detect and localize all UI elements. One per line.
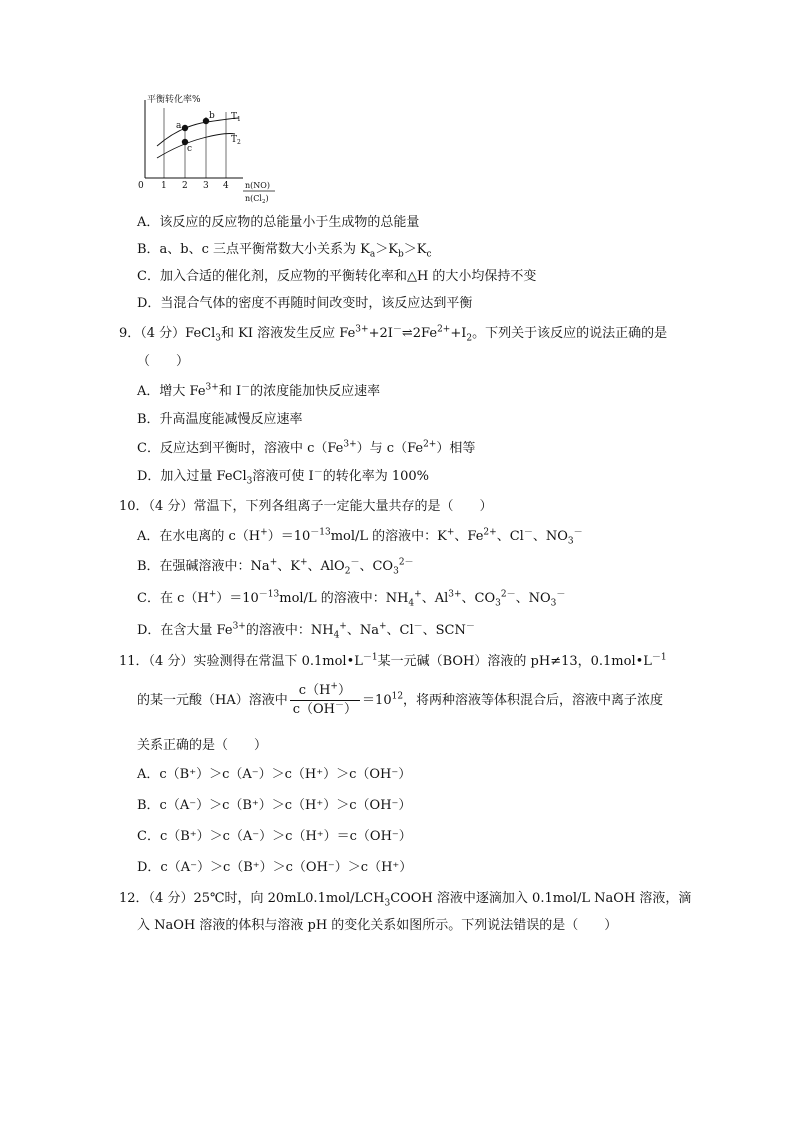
curve-label-t1: $T_1$ — [231, 112, 241, 123]
q9-option-d: D．加入过量 FeCl$_3$溶液可使 I－的转化率为 100% — [137, 467, 430, 487]
q11-option-b: B．c（A⁻）＞c（B⁺）＞c（H⁺）＞c（OH⁻） — [137, 798, 412, 813]
q9-option-b: B．升高温度能减慢反应速率 — [137, 412, 303, 427]
q11-option-a: A．c（B⁺）＞c（A⁻）＞c（H⁺）＞c（OH⁻） — [137, 767, 412, 782]
chart-ylabel: 平衡转化率% — [147, 95, 201, 105]
q8-option-c: C．加入合适的催化剂，反应物的平衡转化率和△H 的大小均保持不变 — [137, 269, 537, 284]
q10-option-d: D．在含大量 $Fe^{3+}$的溶液中：$NH_4^+$、Na+、Cl－、SCN－ — [137, 621, 475, 641]
q11-option-c: C．c（B⁺）＞c（A⁻）＞c（H⁺）＝c（OH⁻） — [137, 829, 412, 844]
q8-option-b: B．a、b、c 三点平衡常数大小关系为 $K_a>K_b>K_c$ — [137, 242, 432, 260]
xlabel-numerator: n(NO) — [245, 181, 270, 190]
q10-option-c: C．在 $c(H^+)=10^{-13}mol/L$ 的溶液中：$NH_4^+$、$Al^{3+}$、$CO_3^{2-}$、$NO_3^-$ — [137, 589, 566, 609]
q11-stem: 11．（4 分）实验测得在常温下 $0.1mol•L^{-1}$某一元碱（BOH）溶液的 pH≠13，$0.1mol•L^{-1}$ — [119, 652, 667, 669]
q11-stem-cont-2: 关系正确的是（ ） — [137, 738, 268, 753]
q9-stem-cont: （ ） — [137, 354, 190, 369]
q10-option-a: A．在水电离的 $c(H^+)=10^{-13}mol/L$ 的溶液中：K+、$Fe^{2+}$、Cl－、$NO_3^-$ — [137, 527, 583, 547]
tick-4: 4 — [223, 181, 229, 191]
curve-label-t2: $T_2$ — [231, 135, 241, 146]
tick-1: 1 — [161, 181, 167, 191]
q12-stem-cont: 入 NaOH 溶液的体积与溶液 pH 的变化关系如图所示。下列说法错误的是（ ） — [137, 918, 618, 933]
tick-2: 2 — [182, 181, 188, 191]
q9-option-a: A．增大 $Fe^{3+}$和 I－的浓度能加快反应速率 — [137, 382, 381, 399]
q10-option-b: B．在强碱溶液中：Na+、K+、AlO$_2$－、$CO_3^{2-}$ — [137, 557, 414, 577]
tick-0: 0 — [138, 181, 144, 191]
tick-3: 3 — [203, 181, 209, 191]
q8-option-d: D．当混合气体的密度不再随时间改变时，该反应达到平衡 — [137, 296, 473, 311]
point-label-c: c — [187, 144, 193, 154]
q8-option-a: A．该反应的反应物的总能量小于生成物的总能量 — [137, 215, 420, 230]
concentration-ratio-fraction: $\frac{c(H^+)}{c(OH^-)}$ — [290, 683, 360, 718]
q12-stem: 12．（4 分）25℃时，向 $20mL0.1mol/LCH_3COOH$ 溶液中逐滴加入 0.1mol/L NaOH 溶液，滴 — [119, 891, 692, 909]
point-a — [182, 125, 188, 131]
q11-option-d: D．c（A⁻）＞c（B⁺）＞c（OH⁻）＞c（H⁺） — [137, 860, 413, 875]
q10-stem: 10．（4 分）常温下，下列各组离子一定能大量共存的是（ ） — [119, 499, 493, 514]
xlabel-denominator: $n(Cl_2)$ — [245, 194, 269, 205]
curve-t1 — [157, 118, 239, 146]
q11-stem-cont: 的某一元酸（HA）溶液中 $\frac{c(H^+)}{c(OH^-)}$ $=10^{12}$，将两种溶液等体积混合后，溶液中离子浓度 — [137, 681, 664, 717]
equilibrium-conversion-chart — [135, 92, 285, 207]
q9-option-c: C．反应达到平衡时，溶液中 $c(Fe^{3+})$与 $c(Fe^{2+})$相等 — [137, 439, 476, 456]
point-label-b: b — [209, 111, 215, 121]
point-label-a: a — [176, 121, 182, 131]
q9-stem: 9．（4 分）FeCl$_3$和 KI 溶液发生反应 $Fe^{3+}+2I^-\rightleftharpoons 2Fe^{2+}+I_2$。下列关于该反应的说法正确的是 — [119, 324, 668, 344]
